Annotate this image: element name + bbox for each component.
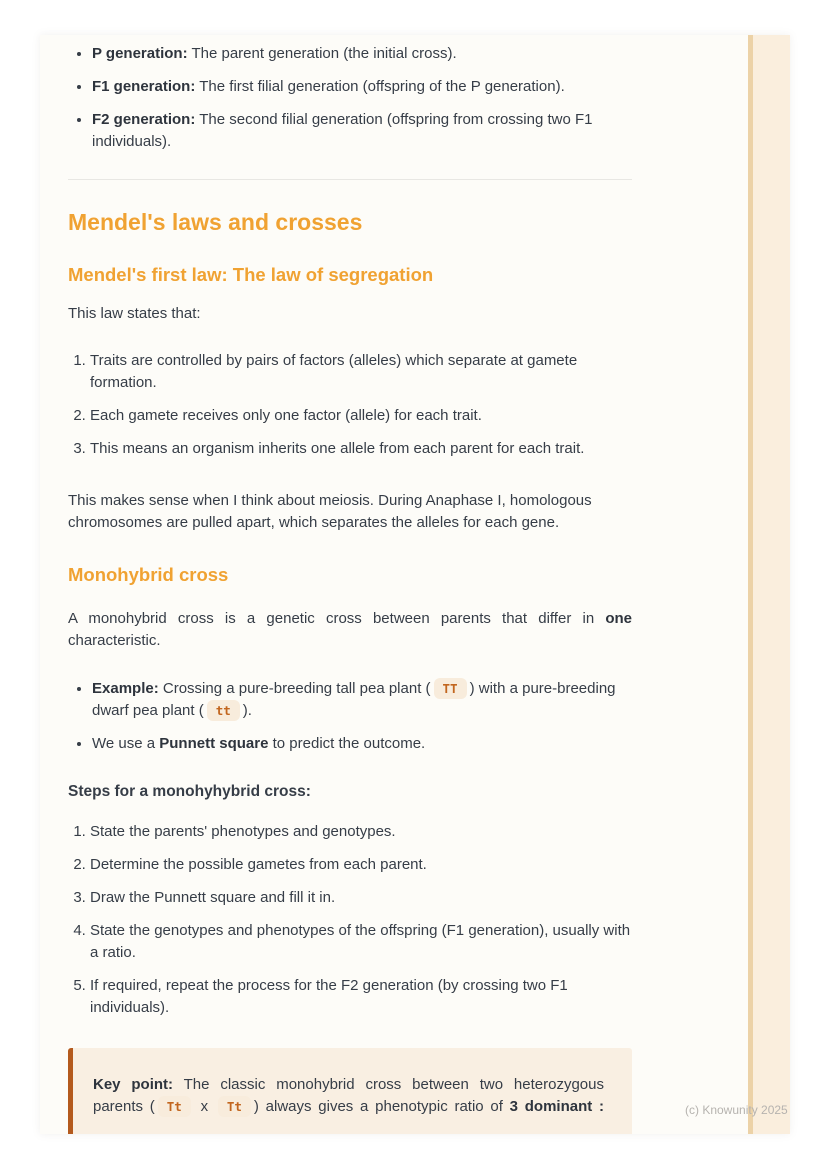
law-statements-list bbox=[68, 350, 632, 460]
genotype-chip: tt bbox=[207, 700, 240, 721]
list-item: • We use a Punnett square to predict the outcome. bbox=[92, 733, 632, 755]
page-right-margin-strip bbox=[748, 35, 790, 1134]
steps-heading: Steps for a monohyhybrid cross: bbox=[68, 783, 311, 800]
list-item: 4. State the genotypes and phenotypes of the offspring (F1 generation), usually with a ratio. bbox=[90, 920, 632, 964]
section-title: Mendel's laws and crosses bbox=[68, 209, 363, 235]
list-item: • P generation: The parent generation (the initial cross). bbox=[92, 43, 632, 65]
list-item: • Example: Crossing a pure-breeding tall pea plant ( TT ) with a pure-breeding dwarf pea plant ( tt ). bbox=[92, 678, 632, 722]
law-intro-text: This law states that: bbox=[68, 305, 201, 322]
watermark: (c) Knowunity 2025 bbox=[685, 1103, 788, 1117]
key-point-callout: Key point: The classic monohybrid cross between two heterozygous parents ( Tt x Tt ) always gives a phenotypic ratio of 3 dominant : bbox=[68, 1048, 632, 1134]
monohybrid-heading: Monohybrid cross bbox=[68, 564, 229, 585]
page-content bbox=[68, 35, 632, 1134]
steps-list bbox=[68, 821, 632, 1019]
meiosis-note-text: This makes sense when I think about meiosis. During Anaphase I, homologous chromosomes are pulled apart, which separates the alleles for each gene. bbox=[68, 492, 592, 531]
list-item: 1. State the parents' phenotypes and genotypes. bbox=[90, 821, 632, 843]
list-item: 3. This means an organism inherits one allele from each parent for each trait. bbox=[90, 438, 632, 460]
genotype-chip: TT bbox=[434, 678, 467, 699]
section-divider bbox=[68, 179, 632, 180]
genotype-chip: Tt bbox=[158, 1096, 191, 1117]
list-item: 5. If required, repeat the process for the F2 generation (by crossing two F1 individuals). bbox=[90, 975, 632, 1019]
list-item: 1. Traits are controlled by pairs of factors (alleles) which separate at gamete formation. bbox=[90, 350, 632, 394]
first-law-heading: Mendel's first law: The law of segregation bbox=[68, 264, 434, 285]
list-item: 2. Each gamete receives only one factor (allele) for each trait. bbox=[90, 405, 632, 427]
monohybrid-examples-list bbox=[68, 678, 632, 755]
monohybrid-definition: A monohybrid cross is a genetic cross between parents that differ in one characteristic. bbox=[68, 610, 632, 649]
list-item: 3. Draw the Punnett square and fill it in. bbox=[90, 887, 632, 909]
list-item: • F2 generation: The second filial generation (offspring from crossing two F1 individuals). bbox=[92, 109, 632, 153]
list-item: 2. Determine the possible gametes from each parent. bbox=[90, 854, 632, 876]
document-page bbox=[40, 35, 790, 1134]
genotype-chip: Tt bbox=[218, 1096, 251, 1117]
generation-definitions-list bbox=[68, 43, 632, 153]
list-item: • F1 generation: The first filial generation (offspring of the P generation). bbox=[92, 76, 632, 98]
